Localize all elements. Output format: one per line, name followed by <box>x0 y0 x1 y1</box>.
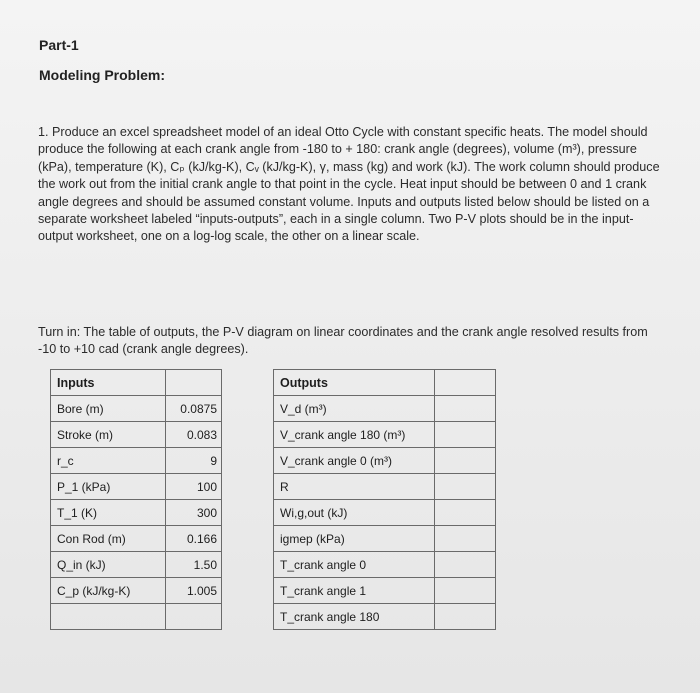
input-label: r_c <box>51 448 166 474</box>
input-value <box>166 604 222 630</box>
output-value <box>435 500 496 526</box>
outputs-header-row <box>274 370 496 396</box>
inputs-header-value-cell <box>166 370 222 396</box>
table-row <box>51 526 222 552</box>
table-row <box>51 500 222 526</box>
table-row <box>51 604 222 630</box>
output-label: V_d (m³) <box>274 396 435 422</box>
table-row <box>274 474 496 500</box>
modeling-problem-heading: Modeling Problem: <box>39 67 165 83</box>
table-row <box>51 448 222 474</box>
output-value <box>435 396 496 422</box>
input-value: 0.0875 <box>166 396 222 422</box>
output-value <box>435 448 496 474</box>
table-row <box>274 552 496 578</box>
table-row <box>51 552 222 578</box>
input-label: Stroke (m) <box>51 422 166 448</box>
input-value: 9 <box>166 448 222 474</box>
output-value <box>435 422 496 448</box>
input-label: Q_in (kJ) <box>51 552 166 578</box>
input-label: C_p (kJ/kg-K) <box>51 578 166 604</box>
output-value <box>435 552 496 578</box>
inputs-table <box>50 369 222 630</box>
output-label: Wi,g,out (kJ) <box>274 500 435 526</box>
turn-in-statement: Turn in: The table of outputs, the P-V diagram on linear coordinates and the crank angle resolved results from -10 to +10 cad (crank angle degrees). <box>38 325 648 357</box>
table-row <box>51 422 222 448</box>
output-label: V_crank angle 180 (m³) <box>274 422 435 448</box>
table-row <box>274 448 496 474</box>
output-value <box>435 474 496 500</box>
inputs-header: Inputs <box>51 370 166 396</box>
output-label: igmep (kPa) <box>274 526 435 552</box>
part-heading: Part-1 <box>39 37 79 53</box>
problem-statement: 1. Produce an excel spreadsheet model of an ideal Otto Cycle with constant specific heats. The model should produce the following at each crank angle from -180 to + 180: crank angle (degrees), volume (m³), pressure (kPa), temperature (K), Cₚ (kJ/kg-K), Cᵥ (kJ/kg-K), γ, mass (kg) and work (kJ). The work column should produce the work out from the initial crank angle to that point in the cycle. Heat input should be between 0 and 1 crank angle degrees and should be assumed constant volume. Inputs and outputs listed below should be listed on a separate worksheet labeled “inputs-outputs”, each in a single column. Two P-V plots should be in the input-output worksheet, one on a log-log scale, the other on a linear scale. <box>38 125 660 244</box>
input-value: 1.005 <box>166 578 222 604</box>
output-label: T_crank angle 180 <box>274 604 435 630</box>
output-label: T_crank angle 1 <box>274 578 435 604</box>
input-value: 0.166 <box>166 526 222 552</box>
input-label: Con Rod (m) <box>51 526 166 552</box>
input-label: P_1 (kPa) <box>51 474 166 500</box>
table-row <box>274 500 496 526</box>
input-value: 0.083 <box>166 422 222 448</box>
table-row <box>51 396 222 422</box>
table-row <box>274 396 496 422</box>
outputs-header: Outputs <box>274 370 435 396</box>
table-row <box>51 474 222 500</box>
output-value <box>435 578 496 604</box>
output-label: R <box>274 474 435 500</box>
inputs-header-row <box>51 370 222 396</box>
input-label <box>51 604 166 630</box>
table-row <box>274 422 496 448</box>
table-row <box>274 526 496 552</box>
input-label: Bore (m) <box>51 396 166 422</box>
input-value: 1.50 <box>166 552 222 578</box>
table-row <box>274 578 496 604</box>
outputs-header-value-cell <box>435 370 496 396</box>
input-label: T_1 (K) <box>51 500 166 526</box>
output-value <box>435 604 496 630</box>
input-value: 100 <box>166 474 222 500</box>
table-row <box>51 578 222 604</box>
output-label: V_crank angle 0 (m³) <box>274 448 435 474</box>
output-value <box>435 526 496 552</box>
outputs-table <box>273 369 496 630</box>
input-value: 300 <box>166 500 222 526</box>
output-label: T_crank angle 0 <box>274 552 435 578</box>
table-row <box>274 604 496 630</box>
